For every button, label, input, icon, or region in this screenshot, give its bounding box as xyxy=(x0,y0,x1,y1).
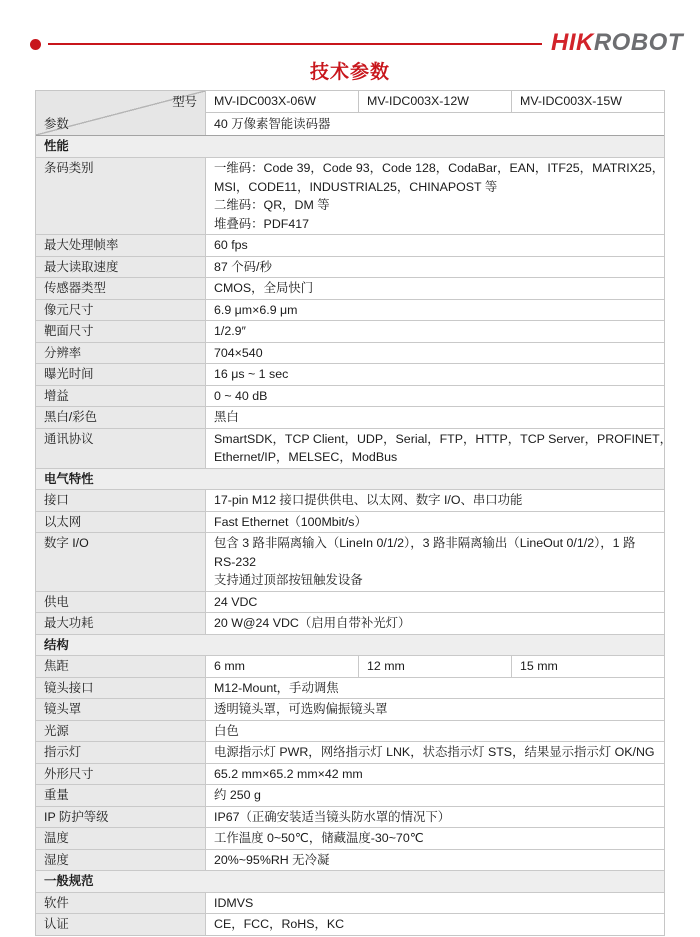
spec-label: 最大处理帧率 xyxy=(36,235,206,256)
table-header xyxy=(36,91,664,136)
spec-row xyxy=(36,827,664,849)
corner-label-model: 型号 xyxy=(172,95,197,109)
spec-row xyxy=(36,157,664,234)
spec-value xyxy=(206,850,664,871)
spec-value xyxy=(206,533,664,591)
spec-label: 焦距 xyxy=(36,656,206,677)
spec-value xyxy=(206,300,664,321)
spec-label: 外形尺寸 xyxy=(36,764,206,785)
logo-text-gray: ROBOT xyxy=(593,29,683,56)
spec-row xyxy=(36,591,664,613)
spec-label: 软件 xyxy=(36,893,206,914)
spec-value-line: SmartSDK，TCP Client，UDP，Serial，FTP，HTTP，TCP Server，PROFINET， xyxy=(214,431,673,446)
brand-dot-icon xyxy=(30,39,41,50)
spec-value-line: 黑白 xyxy=(214,410,239,424)
spec-value-line: 87 个码/秒 xyxy=(214,259,272,274)
spec-value-line: CE，FCC，RoHS，KC xyxy=(214,917,345,931)
spec-value xyxy=(206,257,664,278)
spec-row xyxy=(36,385,664,407)
spec-label: 镜头罩 xyxy=(36,699,206,720)
spec-row xyxy=(36,511,664,533)
spec-label: 黑白/彩色 xyxy=(36,407,206,428)
model-cell: MV-IDC003X-06W xyxy=(206,91,358,112)
spec-value-line: IP67（正确安装适当镜头防水罩的情况下） xyxy=(214,809,451,824)
spec-row xyxy=(36,234,664,256)
section-row xyxy=(36,870,664,892)
section-row xyxy=(36,136,664,157)
section-row xyxy=(36,634,664,656)
spec-label: 湿度 xyxy=(36,850,206,871)
spec-label: 分辨率 xyxy=(36,343,206,364)
spec-value xyxy=(206,364,664,385)
spec-label: 像元尺寸 xyxy=(36,300,206,321)
spec-row xyxy=(36,612,664,634)
spec-row xyxy=(36,277,664,299)
spec-value: 12 mm xyxy=(358,656,511,677)
spec-row xyxy=(36,428,673,468)
page-title: 技术参数 xyxy=(309,62,390,83)
spec-value-line: 包含 3 路非隔离输入（LineIn 0/1/2），3 路非隔离输出（LineOut 0/1/2），1 路 xyxy=(214,536,636,550)
spec-row xyxy=(36,256,664,278)
spec-label: 重量 xyxy=(36,785,206,806)
logo-text-red: HIK xyxy=(550,29,594,56)
spec-value-line: Fast Ethernet（100Mbit/s） xyxy=(214,514,367,529)
spec-value-line: CMOS，全局快门 xyxy=(214,281,314,295)
spec-value xyxy=(206,914,664,935)
spec-value xyxy=(206,613,664,634)
spec-label: 靶面尺寸 xyxy=(36,321,206,342)
spec-label: 以太网 xyxy=(36,512,206,533)
spec-value-line: 24 VDC xyxy=(214,594,258,609)
spec-label: 指示灯 xyxy=(36,742,206,763)
spec-label: 温度 xyxy=(36,828,206,849)
spec-value-line: IDMVS xyxy=(214,895,254,910)
spec-value-line: 电源指示灯 PWR，网络指示灯 LNK，状态指示灯 STS，结果显示指示灯 OK/NG xyxy=(214,745,655,759)
spec-value xyxy=(206,343,664,364)
spec-label: 认证 xyxy=(36,914,206,935)
spec-value-line: 65.2 mm×65.2 mm×42 mm xyxy=(214,766,363,781)
spec-label: 光源 xyxy=(36,721,206,742)
spec-value xyxy=(206,742,664,763)
spec-value xyxy=(206,828,664,849)
spec-value-line: 20%~95%RH 无冷凝 xyxy=(214,852,330,867)
spec-value xyxy=(206,490,664,511)
spec-label: 数字 I/O xyxy=(36,533,206,591)
spec-value-line: 透明镜头罩，可选购偏振镜头罩 xyxy=(214,702,388,716)
spec-row xyxy=(36,655,664,677)
product-type-cell: 40 万像素智能读码器 xyxy=(206,113,664,135)
spec-row xyxy=(36,741,664,763)
spec-value xyxy=(206,321,664,342)
spec-row xyxy=(36,806,664,828)
spec-row xyxy=(36,406,664,428)
model-cell: MV-IDC003X-15W xyxy=(511,91,664,112)
spec-value xyxy=(206,429,673,468)
spec-table xyxy=(35,90,673,936)
spec-value xyxy=(206,235,664,256)
section-label: 性能 xyxy=(44,139,69,153)
spec-value xyxy=(206,158,664,234)
spec-row xyxy=(36,299,664,321)
spec-value-line: 0 ~ 40 dB xyxy=(214,388,268,403)
section-row xyxy=(36,468,664,490)
section-label: 一般规范 xyxy=(44,874,94,888)
spec-value-line: 16 μs ~ 1 sec xyxy=(214,367,289,381)
spec-value xyxy=(206,407,664,428)
spec-value-line: 6.9 μm×6.9 μm xyxy=(214,302,298,317)
spec-row xyxy=(36,677,664,699)
section-label: 电气特性 xyxy=(44,471,94,486)
spec-value xyxy=(206,386,664,407)
spec-value-line: M12-Mount，手动调焦 xyxy=(214,680,339,695)
section-label: 结构 xyxy=(44,637,69,652)
spec-value xyxy=(206,721,664,742)
spec-value-line: RS-232 xyxy=(214,554,257,569)
model-cell: MV-IDC003X-12W xyxy=(358,91,511,112)
spec-value-line: 二维码：QR，DM 等 xyxy=(214,198,330,212)
spec-row xyxy=(36,698,664,720)
spec-row xyxy=(36,342,664,364)
spec-value-line: 支持通过顶部按钮触发设备 xyxy=(214,573,363,587)
diagonal-corner-cell xyxy=(36,91,206,135)
spec-value-line: 一维码：Code 39，Code 93，Code 128，CodaBar，EAN，ITF25，MATRIX25， xyxy=(214,161,665,175)
spec-value xyxy=(206,512,664,533)
spec-value-line: 17-pin M12 接口提供供电、以太网、数字 I/O、串口功能 xyxy=(214,493,523,507)
spec-label: IP 防护等级 xyxy=(36,807,206,828)
spec-value-line: 704×540 xyxy=(214,345,263,360)
spec-value-line: 60 fps xyxy=(214,238,248,252)
spec-label: 条码类别 xyxy=(36,158,206,234)
spec-value-line: 20 W@24 VDC（启用自带补光灯） xyxy=(214,616,411,630)
spec-value xyxy=(206,278,664,299)
spec-label: 镜头接口 xyxy=(36,678,206,699)
corner-label-parameter: 参数 xyxy=(44,116,69,131)
spec-value-line: 白色 xyxy=(214,723,239,738)
spec-value xyxy=(206,764,664,785)
spec-label: 接口 xyxy=(36,490,206,511)
spec-row xyxy=(36,489,664,511)
spec-value xyxy=(206,678,664,699)
spec-value-line: 约 250 g xyxy=(214,788,261,802)
spec-row xyxy=(36,320,664,342)
spec-label: 最大功耗 xyxy=(36,613,206,634)
spec-row xyxy=(36,913,664,935)
spec-value xyxy=(206,807,664,828)
hikrobot-logo xyxy=(551,29,683,57)
spec-row xyxy=(36,363,664,385)
spec-row xyxy=(36,763,664,785)
spec-value xyxy=(206,893,664,914)
model-row xyxy=(206,91,664,113)
spec-value-line: 堆叠码：PDF417 xyxy=(214,216,310,231)
spec-value xyxy=(206,592,664,613)
spec-value xyxy=(206,699,664,720)
spec-value-line: MSI，CODE11，INDUSTRIAL25，CHINAPOST 等 xyxy=(214,179,498,194)
spec-row xyxy=(36,892,664,914)
brand-divider-line xyxy=(48,43,542,45)
spec-value xyxy=(206,785,664,806)
spec-label: 增益 xyxy=(36,386,206,407)
spec-label: 传感器类型 xyxy=(36,278,206,299)
header-right xyxy=(206,91,664,135)
spec-row xyxy=(36,784,664,806)
spec-row xyxy=(36,720,664,742)
spec-value-line: 1/2.9″ xyxy=(214,324,246,338)
spec-table-body xyxy=(36,136,673,935)
spec-label: 最大读取速度 xyxy=(36,257,206,278)
spec-row xyxy=(36,532,664,591)
spec-value: 6 mm xyxy=(206,656,358,677)
spec-label: 供电 xyxy=(36,592,206,613)
spec-value-line: Ethernet/IP，MELSEC，ModBus xyxy=(214,450,398,464)
spec-value-line: 工作温度 0~50℃，储藏温度-30~70℃ xyxy=(214,831,424,845)
spec-label: 通讯协议 xyxy=(36,429,206,468)
spec-value: 15 mm xyxy=(511,656,664,677)
spec-label: 曝光时间 xyxy=(36,364,206,385)
spec-row xyxy=(36,849,664,871)
